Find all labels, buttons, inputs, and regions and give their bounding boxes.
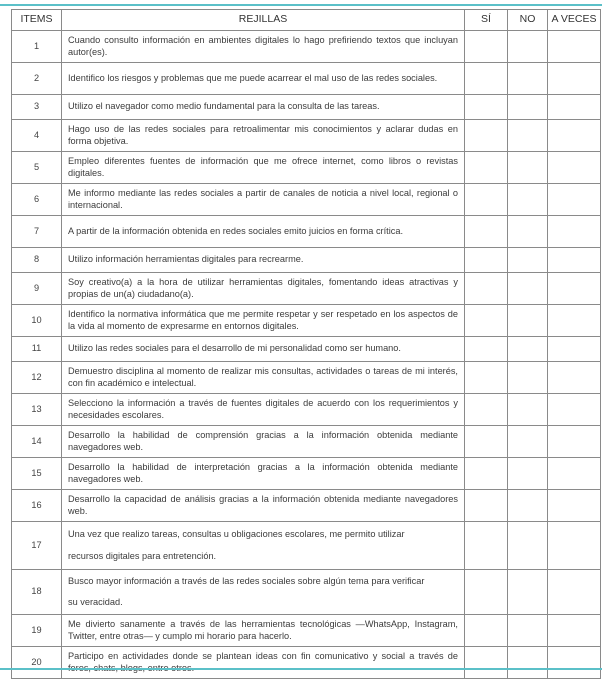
- a-veces-cell[interactable]: [548, 337, 601, 362]
- si-cell[interactable]: [465, 216, 508, 248]
- item-text: Cuando consulto información en ambientes digitales lo hago prefiriendo textos que incluyan autor(es).: [62, 31, 465, 63]
- header-rejillas: REJILLAS: [62, 10, 465, 31]
- a-veces-cell[interactable]: [548, 184, 601, 216]
- table-row: [12, 305, 601, 337]
- item-text: Me informo mediante las redes sociales a partir de canales de noticia a nivel local, regional o internacional.: [62, 184, 465, 216]
- si-cell[interactable]: [465, 490, 508, 522]
- header-row: [12, 10, 601, 31]
- item-number: 6: [12, 184, 62, 216]
- no-cell[interactable]: [508, 458, 548, 490]
- item-text: A partir de la información obtenida en redes sociales emito juicios en forma crítica.: [62, 216, 465, 248]
- no-cell[interactable]: [508, 426, 548, 458]
- item-number: 3: [12, 95, 62, 120]
- a-veces-cell[interactable]: [548, 522, 601, 570]
- no-cell[interactable]: [508, 248, 548, 273]
- si-cell[interactable]: [465, 152, 508, 184]
- item-text: Identifico la normativa informática que me permite respetar y ser respetado en los aspectos de la vida al momento de expresarme en entornos digitales.: [62, 305, 465, 337]
- no-cell[interactable]: [508, 337, 548, 362]
- item-number: 4: [12, 120, 62, 152]
- table-row: [12, 458, 601, 490]
- table-row: [12, 120, 601, 152]
- table-row: [12, 248, 601, 273]
- item-number: 9: [12, 273, 62, 305]
- no-cell[interactable]: [508, 216, 548, 248]
- table-row: [12, 337, 601, 362]
- item-text: Utilizo las redes sociales para el desarrollo de mi personalidad como ser humano.: [62, 337, 465, 362]
- top-accent-rule: [0, 4, 602, 6]
- a-veces-cell[interactable]: [548, 362, 601, 394]
- a-veces-cell[interactable]: [548, 95, 601, 120]
- item-text: [62, 522, 465, 570]
- item-number: 19: [12, 615, 62, 647]
- item-number: 2: [12, 63, 62, 95]
- item-text: Soy creativo(a) a la hora de utilizar herramientas digitales, fomentando ideas atractivas y propias de un(a) ciudadano(a).: [62, 273, 465, 305]
- checklist-table: [11, 9, 601, 679]
- a-veces-cell[interactable]: [548, 615, 601, 647]
- item-text: Utilizo información herramientas digitales para recrearme.: [62, 248, 465, 273]
- item-text: [62, 570, 465, 615]
- item-number: 10: [12, 305, 62, 337]
- si-cell[interactable]: [465, 426, 508, 458]
- item-text: Empleo diferentes fuentes de información que me ofrece internet, como libros o revistas digitales.: [62, 152, 465, 184]
- si-cell[interactable]: [465, 63, 508, 95]
- no-cell[interactable]: [508, 490, 548, 522]
- header-no: NO: [508, 10, 548, 31]
- no-cell[interactable]: [508, 273, 548, 305]
- a-veces-cell[interactable]: [548, 458, 601, 490]
- si-cell[interactable]: [465, 394, 508, 426]
- header-si: SÍ: [465, 10, 508, 31]
- item-text-main: Una vez que realizo tareas, consultas u obligaciones escolares, me permito utilizar: [68, 529, 405, 539]
- table-row: [12, 570, 601, 615]
- a-veces-cell[interactable]: [548, 120, 601, 152]
- header-items: ITEMS: [12, 10, 62, 31]
- item-text-continued: recursos digitales para entretención.: [68, 550, 217, 561]
- no-cell[interactable]: [508, 522, 548, 570]
- table-row: [12, 31, 601, 63]
- table-row: [12, 95, 601, 120]
- table-row: [12, 216, 601, 248]
- item-number: 18: [12, 570, 62, 615]
- item-text: Desarrollo la habilidad de comprensión gracias a la información obtenida mediante navegadores web.: [62, 426, 465, 458]
- a-veces-cell[interactable]: [548, 273, 601, 305]
- no-cell[interactable]: [508, 95, 548, 120]
- item-text: Selecciono la información a través de fuentes digitales de acuerdo con los requerimientos y necesidades escolares.: [62, 394, 465, 426]
- a-veces-cell[interactable]: [548, 426, 601, 458]
- si-cell[interactable]: [465, 248, 508, 273]
- a-veces-cell[interactable]: [548, 63, 601, 95]
- si-cell[interactable]: [465, 305, 508, 337]
- si-cell[interactable]: [465, 458, 508, 490]
- item-number: 16: [12, 490, 62, 522]
- si-cell[interactable]: [465, 273, 508, 305]
- table-row: [12, 152, 601, 184]
- table-row: [12, 490, 601, 522]
- si-cell[interactable]: [465, 570, 508, 615]
- bottom-accent-rule: [0, 668, 602, 670]
- si-cell[interactable]: [465, 647, 508, 679]
- item-text-continued: su veracidad.: [68, 597, 123, 607]
- item-number: 5: [12, 152, 62, 184]
- table-row: [12, 362, 601, 394]
- si-cell[interactable]: [465, 522, 508, 570]
- no-cell[interactable]: [508, 570, 548, 615]
- no-cell[interactable]: [508, 152, 548, 184]
- item-text: Me divierto sanamente a través de las herramientas tecnológicas —WhatsApp, Instagram, Twitter, entre otras— y cumplo mi horario para hacerlo.: [62, 615, 465, 647]
- item-number: 7: [12, 216, 62, 248]
- item-text: Desarrollo la habilidad de interpretación gracias a la información obtenida mediante navegadores web.: [62, 458, 465, 490]
- item-text: Participo en actividades donde se plantean ideas con fin comunicativo y social a través de: [62, 647, 465, 679]
- item-number: 1: [12, 31, 62, 63]
- si-cell[interactable]: [465, 337, 508, 362]
- item-number: 11: [12, 337, 62, 362]
- no-cell[interactable]: [508, 184, 548, 216]
- item-text-main: Busco mayor información a través de las redes sociales sobre algún tema para verificar: [68, 575, 425, 586]
- item-text: Utilizo el navegador como medio fundamental para la consulta de las tareas.: [62, 95, 465, 120]
- a-veces-cell[interactable]: [548, 152, 601, 184]
- si-cell[interactable]: [465, 615, 508, 647]
- no-cell[interactable]: [508, 63, 548, 95]
- no-cell[interactable]: [508, 647, 548, 679]
- table-row: [12, 273, 601, 305]
- table-row: [12, 184, 601, 216]
- no-cell[interactable]: [508, 615, 548, 647]
- item-text: Demuestro disciplina al momento de realizar mis consultas, actividades o tareas de mi interés, con fin académico e intelectual.: [62, 362, 465, 394]
- table-row: [12, 615, 601, 647]
- a-veces-cell[interactable]: [548, 490, 601, 522]
- table-row: [12, 63, 601, 95]
- a-veces-cell[interactable]: [548, 216, 601, 248]
- item-text: Hago uso de las redes sociales para retroalimentar mis conocimientos y aclarar dudas en forma objetiva.: [62, 120, 465, 152]
- table-row: [12, 394, 601, 426]
- item-number: 13: [12, 394, 62, 426]
- item-text: Identifico los riesgos y problemas que me puede acarrear el mal uso de las redes sociales.: [62, 63, 465, 95]
- a-veces-cell[interactable]: [548, 394, 601, 426]
- si-cell[interactable]: [465, 31, 508, 63]
- a-veces-cell[interactable]: [548, 570, 601, 615]
- item-number: 17: [12, 522, 62, 570]
- no-cell[interactable]: [508, 305, 548, 337]
- table-row: [12, 426, 601, 458]
- si-cell[interactable]: [465, 362, 508, 394]
- table-row: [12, 647, 601, 679]
- item-number: 14: [12, 426, 62, 458]
- no-cell[interactable]: [508, 362, 548, 394]
- a-veces-cell[interactable]: [548, 647, 601, 679]
- si-cell[interactable]: [465, 95, 508, 120]
- si-cell[interactable]: [465, 120, 508, 152]
- a-veces-cell[interactable]: [548, 305, 601, 337]
- no-cell[interactable]: [508, 31, 548, 63]
- no-cell[interactable]: [508, 394, 548, 426]
- a-veces-cell[interactable]: [548, 31, 601, 63]
- si-cell[interactable]: [465, 184, 508, 216]
- no-cell[interactable]: [508, 120, 548, 152]
- item-number: 8: [12, 248, 62, 273]
- header-a-veces: A VECES: [548, 10, 601, 31]
- item-number: 15: [12, 458, 62, 490]
- table-row: [12, 522, 601, 570]
- item-number: 20: [12, 647, 62, 679]
- a-veces-cell[interactable]: [548, 248, 601, 273]
- item-number: 12: [12, 362, 62, 394]
- item-text: Desarrollo la capacidad de análisis gracias a la información obtenida mediante navegadores web.: [62, 490, 465, 522]
